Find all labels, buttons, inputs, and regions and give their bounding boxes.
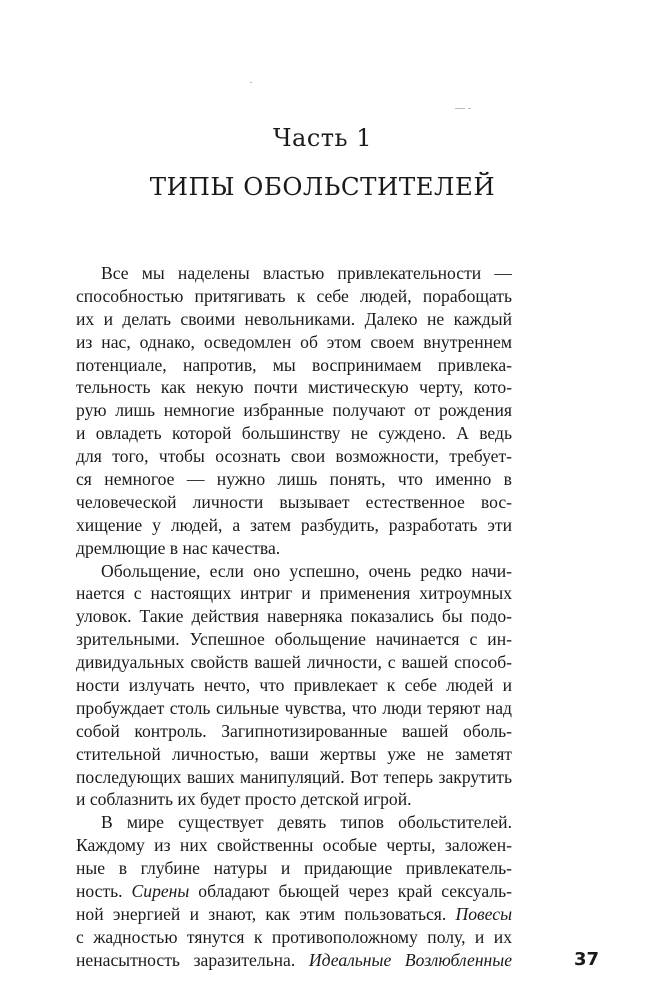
text-run: ненасытность заразительна. [76, 949, 309, 970]
scan-speck [468, 108, 471, 109]
text-line: их и делать своими невольниками. Далеко не каждый [76, 308, 512, 329]
text-line: способностью притягивать к себе людей, порабощать [76, 285, 512, 306]
text-line: стительной личностью, ваши жертвы уже не заметят [76, 743, 512, 764]
scan-speck [250, 82, 252, 83]
text-line: человеческой личности вызывает естественное вос- [76, 491, 512, 512]
text-line: Каждому из них свойственны особые черты, заложен- [76, 835, 512, 856]
text-line: и овладеть которой большинству не суждено. А ведь [76, 423, 512, 444]
text-line: Все мы наделены властью привлекательности — [101, 263, 512, 283]
part-label: Часть 1 [272, 124, 373, 152]
text-line: ся немногое — нужно лишь понять, что именно в [76, 469, 512, 490]
text-line: дивидуальных свойств вашей личности, с вашей способ- [76, 652, 512, 673]
text-line: рую лишь немногие избранные получают от рождения [76, 400, 512, 421]
text-line: нается с настоящих интриг и применения хитроумных [76, 583, 512, 604]
text-line: тельность как некую почти мистическую черту, кото- [76, 377, 512, 398]
text-line: собой контроль. Загипнотизированные вашей оболь- [76, 720, 512, 741]
text-line: из нас, однако, осведомлен об этом своем внутреннем [76, 331, 512, 352]
part-title: ТИПЫ ОБОЛЬСТИТЕЛЕЙ [149, 172, 496, 201]
text-line: хищение у людей, а затем разбудить, разработать эти [76, 514, 512, 535]
text-line: Обольщение, если оно успешно, очень редко начи- [101, 560, 512, 581]
italic-term: Сирены [131, 881, 190, 902]
text-line: последующих ваших манипуляций. Вот теперь закрутить [76, 766, 512, 787]
text-run: ность. [76, 881, 132, 902]
text-line: потенциале, напротив, мы воспринимаем привлека- [76, 354, 512, 375]
italic-term: Повесы [455, 903, 512, 924]
scan-speck [455, 108, 465, 109]
text-line: для того, чтобы осознать свои возможности, требует- [76, 446, 512, 467]
text-line: с жадностью тянутся к противоположному полу, и их [76, 926, 512, 947]
italic-term: Идеальные Возлюбленные [308, 949, 512, 970]
text-line [76, 903, 512, 926]
text-line [76, 949, 512, 972]
text-line: зрительными. Успешное обольщение начинается с ин- [76, 629, 512, 650]
text-run: обладают бьющей через край сексуаль- [189, 881, 512, 902]
text-line: ные в глубине натуры и придающие привлекатель- [76, 858, 512, 879]
text-line: ности излучать нечто, что привлекает к себе людей и [76, 675, 512, 696]
body-text [76, 262, 512, 972]
text-line: пробуждает столь сильные чувства, что люди теряют над [76, 697, 512, 718]
page-number: 37 [574, 949, 600, 970]
text-line: и соблазнить их будет просто детской игрой. [76, 789, 412, 810]
text-line: В мире существует девять типов обольстителей. [101, 812, 512, 833]
text-line: дремлющие в нас качества. [76, 537, 281, 558]
text-line: уловок. Такие действия наверняка показались бы подо- [76, 606, 512, 627]
text-line [76, 880, 512, 903]
text-run: ной энергией и знают, как этим пользоваться. [76, 903, 456, 924]
